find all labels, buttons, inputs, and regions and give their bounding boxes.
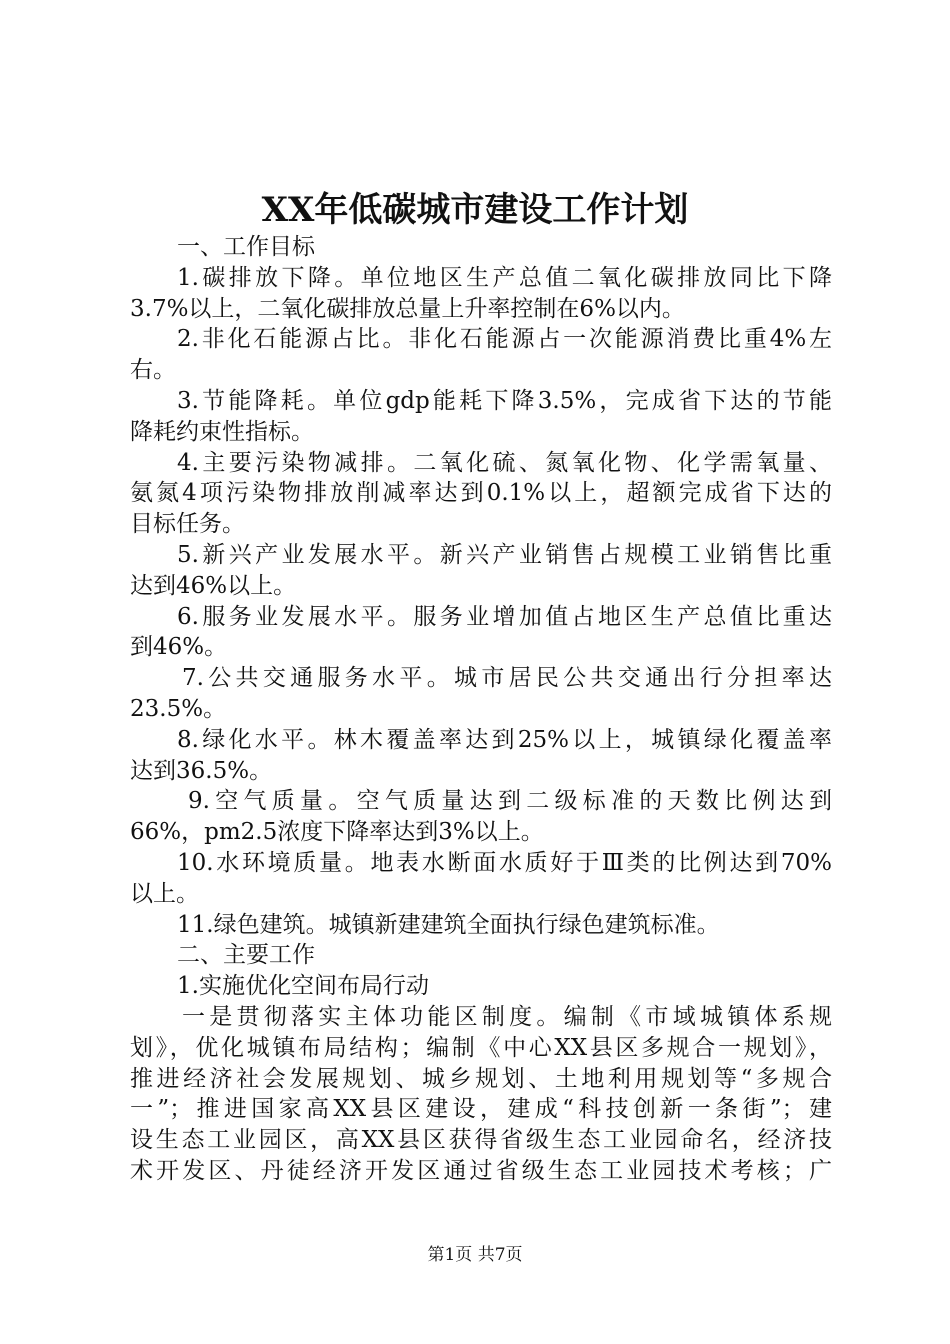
paragraph-line: 4.主要污染物减排。二氧化硫、氮氧化物、化学需氧量、 (177, 449, 832, 476)
paragraph-line: 达到46%以上。 (130, 572, 297, 599)
section-heading: 二、主要工作 (177, 942, 315, 969)
paragraph-line: 以上。 (130, 880, 199, 907)
paragraph-line: 划》，优化城镇布局结构；编制《中心XX县区多规合一规划》， (130, 1034, 832, 1061)
page-number-footer: 第1页 共7页 (427, 1245, 523, 1265)
paragraph-line: 达到36.5%。 (130, 757, 273, 784)
paragraph-line: 3.节能降耗。单位gdp能耗下降3.5%，完成省下达的节能 (177, 387, 832, 414)
paragraph-line: 66%，pm2.5浓度下降率达到3%以上。 (130, 819, 544, 846)
paragraph-line: 设生态工业园区，高XX县区获得省级生态工业园命名，经济技 (130, 1127, 832, 1154)
paragraph-line: 1.碳排放下降。单位地区生产总值二氧化碳排放同比下降 (177, 264, 832, 291)
paragraph-line: 3.7%以上，二氧化碳排放总量上升率控制在6%以内。 (130, 295, 685, 322)
subsection-heading: 1.实施优化空间布局行动 (177, 973, 429, 1000)
paragraph-line: 6.服务业发展水平。服务业增加值占地区生产总值比重达 (177, 603, 832, 630)
paragraph-line: 到46%。 (130, 634, 228, 661)
paragraph-line: 右。 (130, 357, 176, 384)
document-body (130, 232, 832, 1187)
paragraph-line: 降耗约束性指标。 (130, 418, 314, 445)
paragraph-line: 8.绿化水平。林木覆盖率达到25%以上，城镇绿化覆盖率 (177, 726, 832, 753)
paragraph-line: 9.空气质量。空气质量达到二级标准的天数比例达到 (188, 788, 832, 815)
paragraph-line: 术开发区、丹徒经济开发区通过省级生态工业园技术考核；广 (130, 1157, 832, 1184)
paragraph-line: 10.水环境质量。地表水断面水质好于Ⅲ类的比例达到70% (177, 849, 832, 876)
paragraph-line: 11.绿色建筑。城镇新建建筑全面执行绿色建筑标准。 (177, 911, 720, 938)
paragraph-line: 氨氮4项污染物排放削减率达到0.1%以上，超额完成省下达的 (130, 480, 832, 507)
paragraph-line: 5.新兴产业发展水平。新兴产业销售占规模工业销售比重 (177, 541, 832, 568)
paragraph-line: 23.5%。 (130, 695, 227, 722)
paragraph-line: 一是贯彻落实主体功能区制度。编制《市域城镇体系规 (182, 1003, 832, 1030)
section-heading: 一、工作目标 (177, 234, 315, 260)
paragraph-line: 一”；推进国家高XX县区建设，建成“科技创新一条街”；建 (130, 1096, 832, 1123)
paragraph-line: 2.非化石能源占比。非化石能源占一次能源消费比重4%左 (177, 326, 832, 353)
paragraph-line: 推进经济社会发展规划、城乡规划、土地利用规划等“多规合 (130, 1065, 832, 1092)
paragraph-line: 7.公共交通服务水平。城市居民公共交通出行分担率达 (182, 665, 832, 692)
paragraph-line: 目标任务。 (130, 511, 245, 538)
document-title: XX年低碳城市建设工作计划 (261, 190, 689, 230)
